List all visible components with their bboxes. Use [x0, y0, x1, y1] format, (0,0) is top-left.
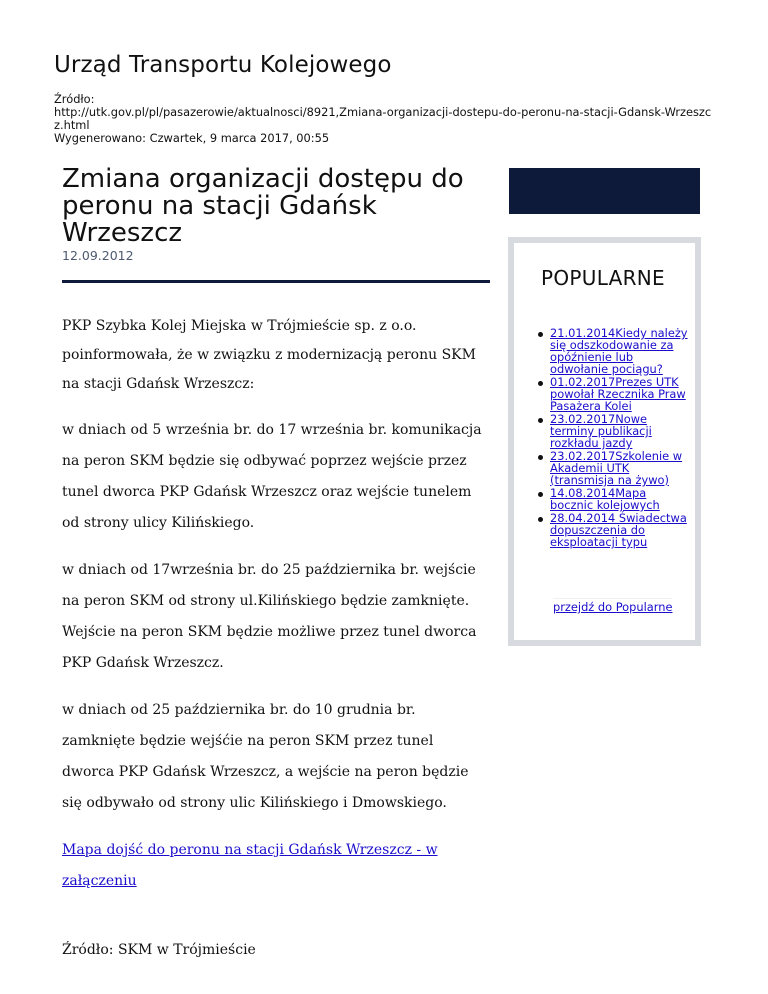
print-meta: [54, 93, 719, 145]
article-date: 12.09.2012: [62, 248, 134, 263]
site-title: Urząd Transportu Kolejowego: [54, 52, 392, 78]
popular-item: [538, 413, 688, 449]
article-paragraph: w dniach od 25 października br. do 10 grudnia br. zamknięte będzie wejśćie na peron SKM przez tunel dworca PKP Gdańsk Wrzeszcz, a wejście na peron będzie się odbywało od strony ulic Kilińskiego i Dmowskiego.: [62, 702, 469, 811]
article-paragraph: PKP Szybka Kolej Miejska w Trójmieście sp. z o.o. poinformowała, że w związku z modernizacją peronu SKM na stacji Gdańsk Wrzeszcz:: [62, 318, 476, 392]
popular-more: [553, 598, 672, 614]
article-title: Zmiana organizacji dostępu do peronu na stacji Gdańsk Wrzeszcz: [62, 164, 464, 248]
bullet-icon: [538, 492, 543, 497]
bullet-icon: [538, 332, 543, 337]
popular-item: [538, 512, 688, 548]
popular-item-link[interactable]: 21.01.2014Kiedy należy się odszkodowanie za opóźnienie lub odwołanie pociągu?: [550, 326, 688, 376]
bullet-icon: [538, 381, 543, 386]
article-body: [62, 312, 486, 982]
sidebar-banner: [509, 168, 700, 214]
popular-item-link[interactable]: 23.02.2017Szkolenie w Akademii UTK (transmisja na żywo): [550, 449, 683, 487]
article-source: Źródło: SKM w Trójmieście: [62, 942, 256, 958]
article-paragraph: w dniach od 17września br. do 25 października br. wejście na peron SKM od strony ul.Kilińskiego będzie zamknięte. Wejście na peron SKM będzie możliwe przez tunel dworca PKP Gdańsk Wrzeszcz.: [62, 562, 477, 671]
bullet-icon: [538, 517, 543, 522]
article-paragraph: w dniach od 5 września br. do 17 września br. komunikacja na peron SKM będzie się odbywać poprzez wejście przez tunel dworca PKP Gdańsk Wrzeszcz oraz wejście tunelem od strony ulicy Kilińskiego.: [62, 422, 482, 531]
bullet-icon: [538, 418, 543, 423]
popular-item: [538, 327, 688, 375]
popular-more-link[interactable]: przejdź do Popularne: [553, 600, 673, 614]
popular-item: [538, 450, 688, 486]
source-label: Źródło:: [54, 92, 95, 106]
title-divider: [62, 280, 490, 283]
attachment-paragraph: [62, 835, 486, 897]
popular-item-link[interactable]: 14.08.2014Mapa bocznic kolejowych: [550, 486, 660, 512]
popular-list: [538, 327, 688, 549]
generated-date: Wygenerowano: Czwartek, 9 marca 2017, 00:55: [54, 131, 330, 145]
popular-item: [538, 487, 688, 511]
popular-item-link[interactable]: 01.02.2017Prezes UTK powołał Rzecznika Praw Pasażera Kolei: [550, 375, 686, 413]
popular-panel: [508, 237, 701, 646]
source-url: http://utk.gov.pl/pl/pasazerowie/aktualnosci/8921,Zmiana-organizacji-dostepu-do-peronu-na-stacji-Gdansk-Wrzeszcz.html: [54, 105, 712, 132]
popular-heading: POPULARNE: [541, 266, 665, 290]
attachment-link[interactable]: Mapa dojść do peronu na stacji Gdańsk Wrzeszcz - w załączeniu: [62, 842, 438, 889]
popular-item-link[interactable]: 28.04.2014 Świadectwa dopuszczenia do eksploatacji typu: [550, 511, 687, 549]
popular-item-link[interactable]: 23.02.2017Nowe terminy publikacji rozkładu jazdy: [550, 412, 652, 450]
popular-item: [538, 376, 688, 412]
bullet-icon: [538, 455, 543, 460]
